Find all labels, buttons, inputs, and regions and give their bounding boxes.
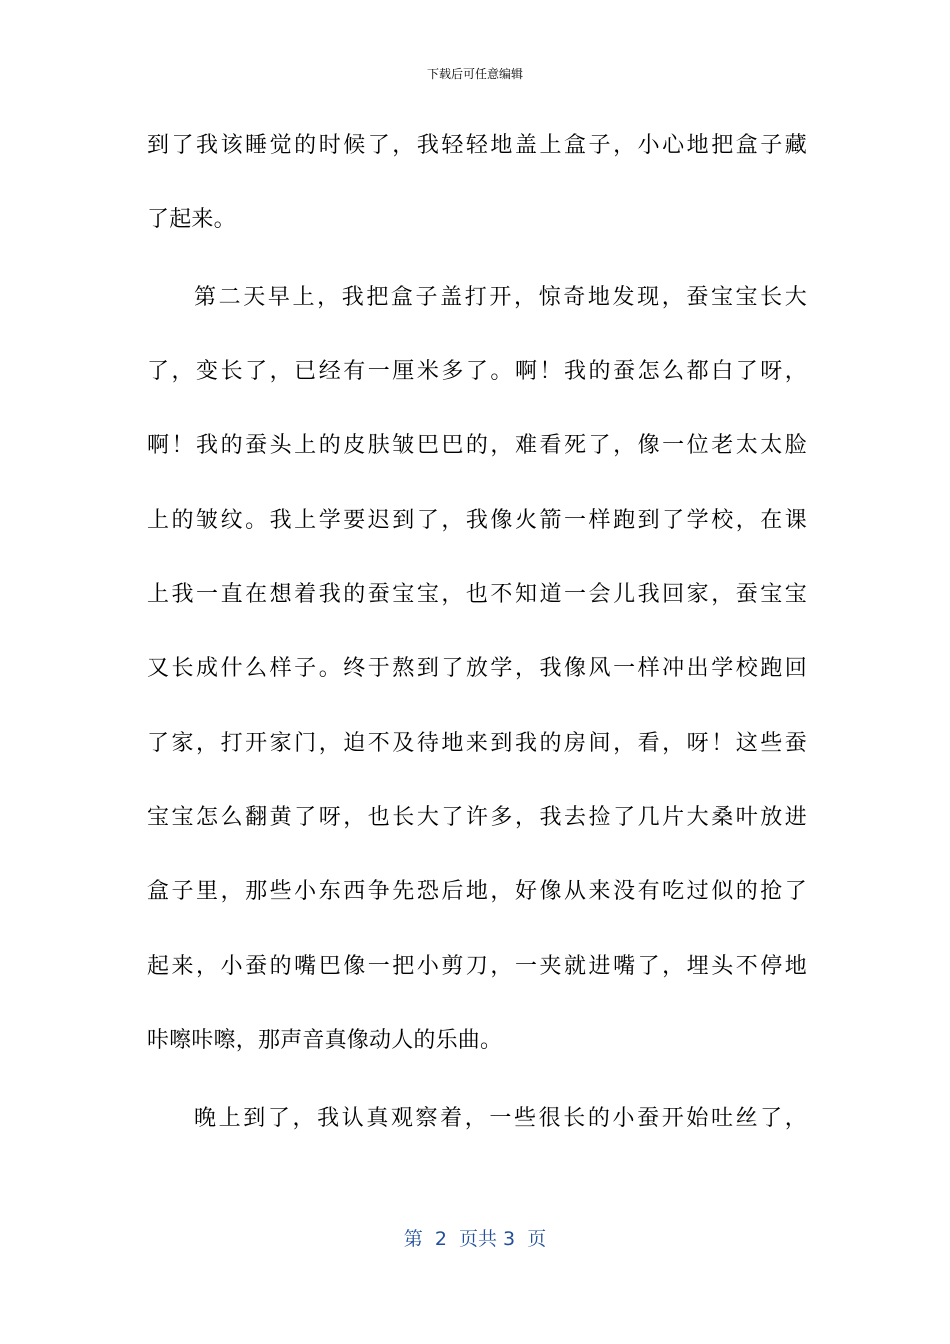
text-line: 咔嚓咔嚓，那声音真像动人的乐曲。 [147, 1028, 503, 1053]
text-line: 第二天早上，我把盒子盖打开，惊奇地发现，蚕宝宝长大 [194, 285, 807, 310]
text-line: 到了我该睡觉的时候了，我轻轻地盖上盒子，小心地把盒子藏 [147, 133, 807, 158]
text-line: 又长成什么样子。终于熬到了放学，我像风一样冲出学校跑回 [147, 656, 807, 681]
text-line: 了家，打开家门，迫不及待地来到我的房间，看，呀！这些蚕 [147, 731, 807, 756]
text-line: 了起来。 [147, 207, 236, 232]
text-line: 啊！我的蚕头上的皮肤皱巴巴的，难看死了，像一位老太太脸 [147, 433, 807, 458]
text-line: 宝宝怎么翻黄了呀，也长大了许多，我去捡了几片大桑叶放进 [147, 805, 807, 830]
text-line: 上我一直在想着我的蚕宝宝，也不知道一会儿我回家，蚕宝宝 [147, 582, 807, 607]
text-line: 上的皱纹。我上学要迟到了，我像火箭一样跑到了学校，在课 [147, 508, 807, 533]
page-number: 第 2 页共 3 页 [403, 1228, 547, 1250]
text-line: 晚上到了，我认真观察着，一些很长的小蚕开始吐丝了， [194, 1106, 807, 1131]
text-line: 了，变长了，已经有一厘米多了。啊！我的蚕怎么都白了呀， [147, 359, 807, 384]
text-line: 盒子里，那些小东西争先恐后地，好像从来没有吃过似的抢了 [147, 879, 807, 904]
text-line: 起来，小蚕的嘴巴像一把小剪刀，一夹就进嘴了，埋头不停地 [147, 954, 807, 979]
page-header: 下载后可任意编辑 [426, 67, 523, 81]
